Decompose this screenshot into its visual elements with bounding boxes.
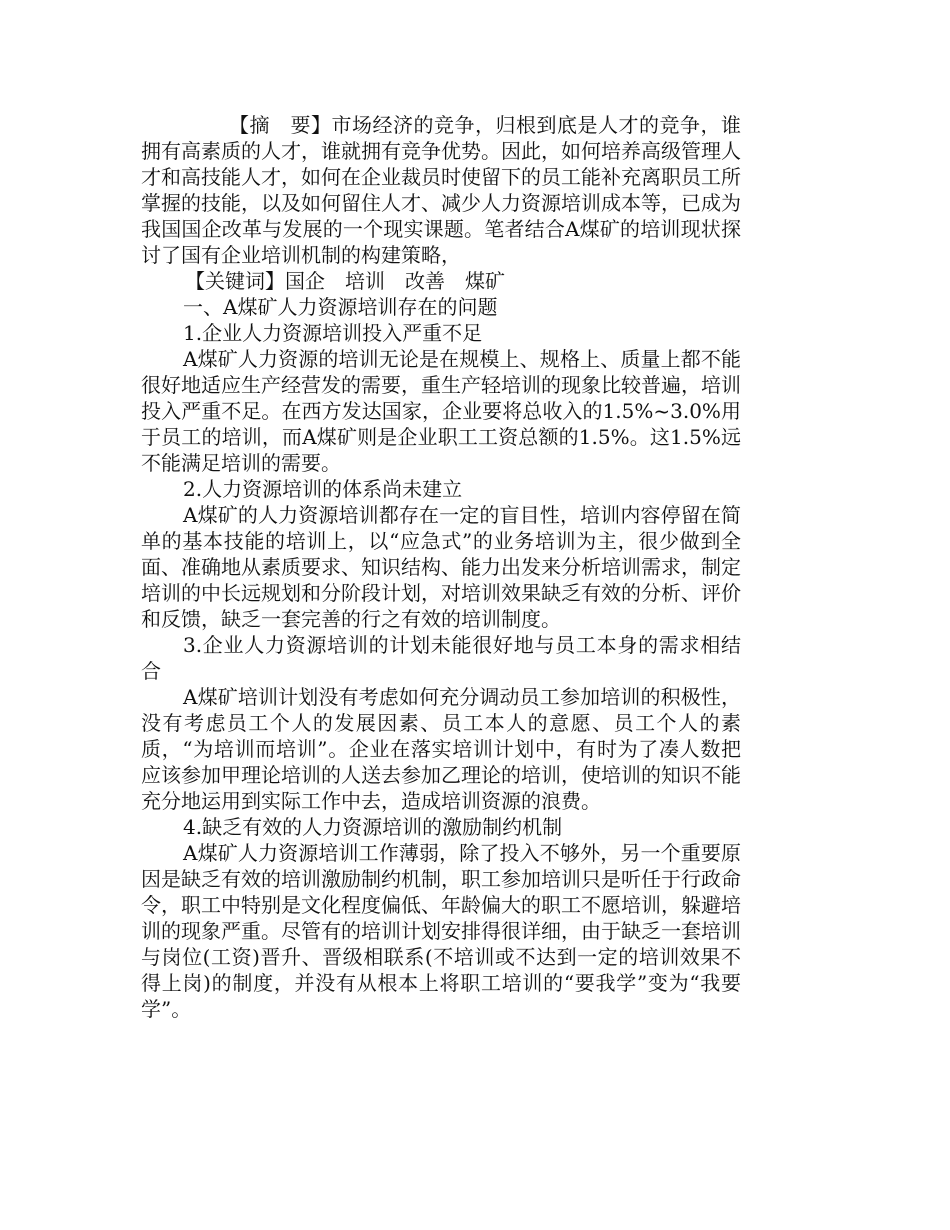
section-heading: 一、A煤矿人力资源培训存在的问题 <box>183 295 498 319</box>
item-2-body: A煤矿的人力资源培训都存在一定的盲目性，培训内容停留在简单的基本技能的培训上，以“应急式”的业务培训为主，很少做到全面、准确地从素质要求、知识结构、能力出发来分析培训需求，制定培训的中长远规划和分阶段计划，对培训效果缺乏有效的分析、评价和反馈，缺乏一套完善的行之有效的培训制度。 <box>141 503 741 631</box>
item-1-heading: 1.企业人力资源培训投入严重不足 <box>183 321 483 345</box>
item-3-heading: 3.企业人力资源培训的计划未能很好地与员工本身的需求相结合 <box>141 633 741 683</box>
item-4-heading: 4.缺乏有效的人力资源培训的激励制约机制 <box>183 815 563 839</box>
item-3-body: A煤矿培训计划没有考虑如何充分调动员工参加培训的积极性，没有考虑员工个人的发展因素、员工本人的意愿、员工个人的素质，“为培训而培训”。企业在落实培训计划中，有时为了凑人数把应该参加甲理论培训的人送去参加乙理论的培训，使培训的知识不能充分地运用到实际工作中去，造成培训资源的浪费。 <box>141 685 741 813</box>
item-2-heading: 2.人力资源培训的体系尚未建立 <box>183 477 463 501</box>
document-body <box>141 112 741 1022</box>
abstract-paragraph: 【摘 要】市场经济的竞争，归根到底是人才的竞争，谁拥有高素质的人才，谁就拥有竞争优势。因此，如何培养高级管理人才和高技能人才，如何在企业裁员时使留下的员工能补充离职员工所掌握的技能，以及如何留住人才、减少人力资源培训成本等，已成为我国国企改革与发展的一个现实课题。笔者结合A煤矿的培训现状探讨了国有企业培训机制的构建策略， <box>141 113 741 267</box>
item-4-body: A煤矿人力资源培训工作薄弱，除了投入不够外，另一个重要原因是缺乏有效的培训激励制约机制，职工参加培训只是听任于行政命令，职工中特别是文化程度偏低、年龄偏大的职工不愿培训，躲避培训的现象严重。尽管有的培训计划安排得很详细，由于缺乏一套培训与岗位(工资)晋升、晋级相联系(不培训或不达到一定的培训效果不得上岗)的制度，并没有从根本上将职工培训的“要我学”变为“我要学”。 <box>141 841 741 1021</box>
item-1-body: A煤矿人力资源的培训无论是在规模上、规格上、质量上都不能很好地适应生产经营发的需要，重生产轻培训的现象比较普遍，培训投入严重不足。在西方发达国家，企业要将总收入的1.5%~3.0%用于员工的培训，而A煤矿则是企业职工工资总额的1.5%。这1.5%远不能满足培训的需要。 <box>141 347 741 475</box>
keywords-line: 【关键词】国企 培训 改善 煤矿 <box>185 269 505 293</box>
